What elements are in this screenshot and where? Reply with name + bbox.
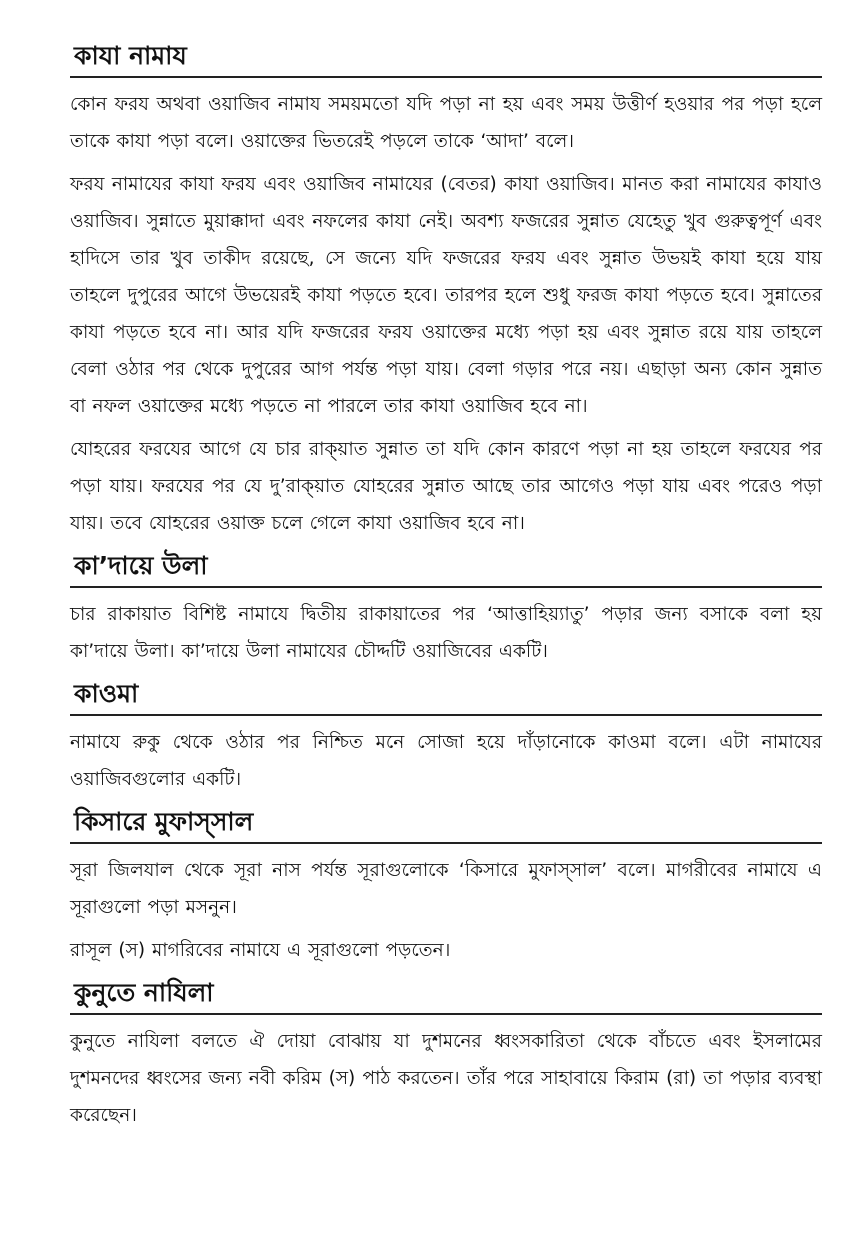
section-heading: কা’দায়ে উলা (74, 551, 208, 580)
document-page (70, 38, 822, 1140)
heading-rule (70, 842, 822, 844)
paragraph: সূরা জিলযাল থেকে সূরা নাস পর্যন্ত সূরাগুলোকে ‘কিসারে মুফাস্‌সাল’ বলে। মাগরীবের নামাযে এ সূরাগুলো পড়া মসনুন। (70, 860, 822, 918)
paragraph: চার রাকায়াত বিশিষ্ট নামাযে দ্বিতীয় রাকায়াতের পর ‘আত্তাহিয়্যাতু’ পড়ার জন্য বসাকে বলা হয় কা’দায়ে উলা। কা’দায়ে উলা নামাযের চৌদ্দটি ওয়াজিবের একটি। (70, 604, 822, 662)
paragraph: নামাযে রুকু থেকে ওঠার পর নিশ্চিত মনে সোজা হয়ে দাঁড়ানোকে কাওমা বলে। এটা নামাযের ওয়াজিবগুলোর একটি। (70, 732, 822, 790)
paragraph: ফরয নামাযের কাযা ফরয এবং ওয়াজিব নামাযের (বেতর) কাযা ওয়াজিব। মানত করা নামাযের কাযাও ওয়াজিব। সুন্নাতে মুয়াক্কাদা এবং নফলের কাযা নেই। অবশ্য ফজরের সুন্নাত যেহেতু খুব গুরুত্বপূর্ণ এবং হাদিসে তার খুব তাকীদ রয়েছে, সে জন্যে যদি ফজরের ফরয এবং সুন্নাত উভয়ই কাযা হয়ে যায় তাহলে দুপুরের আগে উভয়েরই কাযা পড়তে হবে। তারপর হলে শুধু ফরজ কাযা পড়তে হবে। সুন্নাতের কাযা পড়তে হবে না। আর যদি ফজরের ফরয ওয়াক্তের মধ্যে পড়া হয় এবং সুন্নাত রয়ে যায় তাহলে বেলা ওঠার পর থেকে দুপুরের আগ পর্যন্ত পড়া যায়। বেলা গড়ার পরে নয়। এছাড়া অন্য কোন সুন্নাত বা নফল ওয়াক্তের মধ্যে পড়তে না পারলে তার কাযা ওয়াজিব হবে না। (70, 174, 822, 417)
section-qawma (70, 676, 822, 798)
paragraph: কুনুতে নাযিলা বলতে ঐ দোয়া বোঝায় যা দুশমনের ধ্বংসকারিতা থেকে বাঁচতে এবং ইসলামের দুশমনদের ধ্বংসের জন্য নবী করিম (স) পাঠ করতেন। তাঁর পরে সাহাবায়ে কিরাম (রা) তা পড়ার ব্যবস্থা করেছেন। (70, 1031, 822, 1126)
section-qunute-nazila (70, 975, 822, 1134)
section-kaza-namaz (70, 38, 822, 542)
heading-rule (70, 1013, 822, 1015)
section-qadaye-ula (70, 548, 822, 670)
paragraph: যোহরের ফরযের আগে যে চার রাক্‌য়াত সুন্নাত তা যদি কোন কারণে পড়া না হয় তাহলে ফরযের পর পড়া যায়। ফরযের পর যে দু’রাক্‌য়াত যোহরের সুন্নাত আছে তার আগেও পড়া যায় এবং পরেও পড়া যায়। তবে যোহরের ওয়াক্ত চলে গেলে কাযা ওয়াজিব হবে না। (70, 439, 822, 534)
section-heading: কিসারে মুফাস্‌সাল (74, 807, 254, 836)
heading-rule (70, 76, 822, 78)
section-heading: কাযা নামায (74, 41, 187, 70)
heading-rule (70, 586, 822, 588)
section-heading: কাওমা (74, 679, 139, 708)
paragraph: রাসূল (স) মাগরিবের নামাযে এ সূরাগুলো পড়তেন। (70, 940, 451, 961)
section-qisare-mufassal (70, 804, 822, 969)
paragraph: কোন ফরয অথবা ওয়াজিব নামায সময়মতো যদি পড়া না হয় এবং সময় উত্তীর্ণ হওয়ার পর পড়া হলে তাকে কাযা পড়া বলে। ওয়াক্তের ভিতরেই পড়লে তাকে ‘আদা’ বলে। (70, 94, 822, 152)
section-heading: কুনুতে নাযিলা (74, 978, 214, 1007)
heading-rule (70, 714, 822, 716)
